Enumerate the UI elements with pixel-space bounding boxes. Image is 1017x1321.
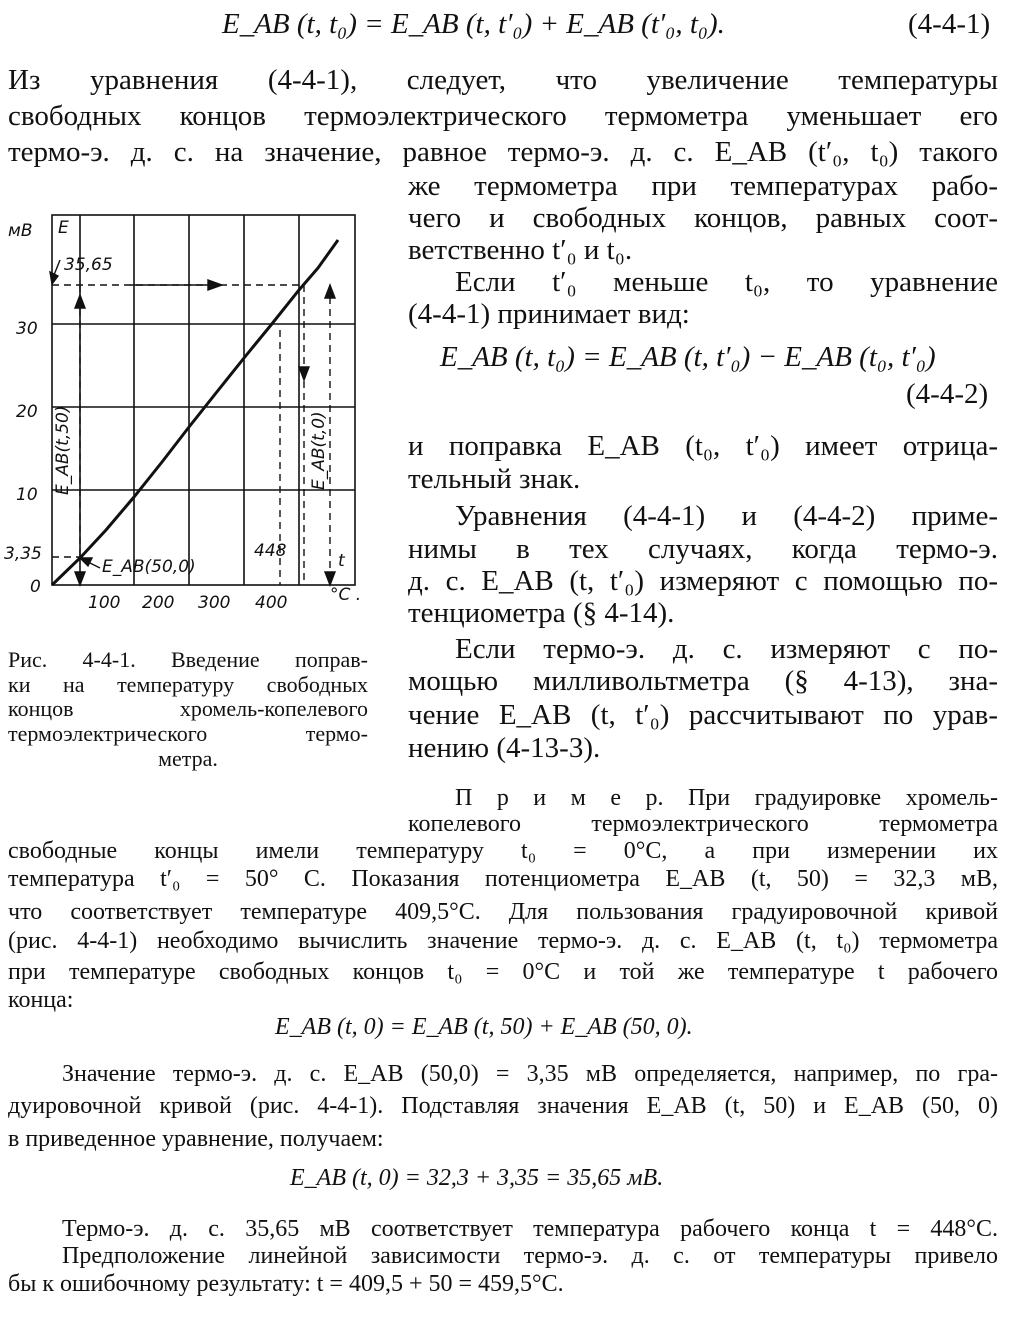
x-axis-label: t: [338, 551, 345, 571]
paragraph-line: Если t′₀ меньше t₀, то уравнение: [455, 266, 998, 298]
conclusion-line: Термо-э. д. с. 35,65 мВ соответствует температура рабочего конца t = 448°С.: [62, 1216, 998, 1242]
y-tick-10: 10: [16, 485, 38, 505]
paragraph-line: ветственно t′₀ и t₀.: [408, 234, 633, 266]
label-eab-t-0: E_AB(t,0): [309, 411, 329, 490]
conclusion-line: бы к ошибочному результату: t = 409,5 + 50 = 459,5°С.: [8, 1271, 564, 1297]
example-line: при температуре свободных концов t₀ = 0°С и той же температуре t рабочего: [8, 959, 998, 985]
equation-4-4-1: E_AB (t, t₀) = E_AB (t, t′₀) + E_AB (t′₀, t₀).: [222, 8, 725, 40]
example-line: свободные концы имели температуру t₀ = 0°С, а при измерении их: [8, 838, 998, 864]
arrowhead: [325, 285, 335, 298]
caption-line: метра.: [158, 745, 218, 771]
x-tick-400: 400: [255, 593, 288, 613]
caption-line: Рис. 4-4-1. Введение поправ-: [8, 647, 368, 672]
arrowhead: [75, 295, 85, 308]
marker-35-65: 35,65: [64, 255, 113, 275]
y-unit-label: мВ: [8, 221, 33, 241]
paragraph-line: чение E_AB (t, t′₀) рассчитывают по урав-: [408, 699, 998, 731]
paragraph-line: (4-4-1) принимает вид:: [408, 298, 690, 330]
equation-number-4-4-1: (4-4-1): [908, 8, 991, 40]
arrowhead: [50, 272, 58, 284]
paragraph-line: термо-э. д. с. на значение, равное термо-э. д. с. E_AB (t′₀, t₀) такого: [8, 136, 998, 168]
paragraph-line: Уравнения (4-4-1) и (4-4-2) приме-: [455, 500, 998, 532]
equation-example-1: E_AB (t, 0) = E_AB (t, 50) + E_AB (50, 0).: [275, 1014, 693, 1040]
equation-4-4-2: E_AB (t, t₀) = E_AB (t, t′₀) − E_AB (t₀, t′₀): [440, 341, 936, 373]
paragraph-line: же термометра при температурах рабо-: [408, 170, 998, 202]
figure-4-4-1: [0, 200, 380, 620]
paragraph-line: д. с. E_AB (t, t′₀) измеряют с помощью по-: [408, 565, 998, 597]
arrowhead: [80, 558, 92, 566]
paragraph-line: Из уравнения (4-4-1), следует, что увеличение температуры: [8, 64, 998, 96]
example-line: П р и м е р. При градуировке хромель-: [455, 785, 998, 811]
example-line: в приведенное уравнение, получаем:: [8, 1126, 384, 1152]
example-line: конца:: [8, 987, 74, 1013]
conclusion-line: Предположение линейной зависимости термо-э. д. с. от температуры привело: [62, 1243, 998, 1269]
paragraph-line: мощью милливольтметра (§ 4-13), зна-: [408, 665, 998, 697]
paragraph-line: нению (4-13-3).: [408, 732, 601, 764]
equation-example-2: E_AB (t, 0) = 32,3 + 3,35 = 35,65 мВ.: [290, 1165, 664, 1191]
y-tick-30: 30: [16, 319, 38, 339]
thermo-emf-chart: [0, 200, 380, 620]
paragraph-line: тенциометра (§ 4-14).: [408, 597, 675, 629]
example-line: температура t′₀ = 50° С. Показания потенциометра E_AB (t, 50) = 32,3 мВ,: [8, 866, 998, 892]
caption-line: ки на температуру свободных: [8, 671, 368, 697]
equation-number-4-4-2: (4-4-2): [906, 378, 989, 410]
caption-line: термоэлектрического термо-: [8, 720, 368, 746]
paragraph-line: и поправка E_AB (t₀, t′₀) имеет отрица-: [408, 430, 998, 462]
thermo-emf-curve: [52, 240, 338, 585]
example-line: (рис. 4-4-1) необходимо вычислить значение термо-э. д. с. E_AB (t, t₀) термометра: [8, 928, 998, 954]
arrowhead: [299, 367, 309, 380]
paragraph-line: свободных концов термоэлектрического термометра уменьшает его: [8, 100, 998, 132]
y-tick-0: 0: [30, 577, 41, 597]
x-tick-200: 200: [142, 593, 175, 613]
example-line: что соответствует температуре 409,5°С. Для пользования градуировочной кривой: [8, 899, 998, 925]
x-unit-label: °С .: [330, 585, 362, 605]
example-line: дуировочной кривой (рис. 4-4-1). Подставляя значения E_AB (t, 50) и E_AB (50, 0): [8, 1093, 998, 1119]
x-tick-100: 100: [88, 593, 121, 613]
arrowhead: [208, 280, 222, 290]
label-eab-50-0: E_AB(50,0): [102, 557, 196, 577]
x-tick-300: 300: [198, 593, 231, 613]
paragraph-line: тельный знак.: [408, 463, 581, 495]
y-tick-20: 20: [16, 402, 38, 422]
paragraph-line: нимы в тех случаях, когда термо-э.: [408, 533, 998, 565]
y-tick-3-35: 3,35: [4, 544, 42, 564]
figure-caption: [8, 648, 368, 771]
paragraph-line: чего и свободных концов, равных соот-: [408, 202, 998, 234]
arrowhead: [325, 572, 335, 585]
caption-line: концов хромель-копелевого: [8, 696, 368, 722]
example-line: копелевого термоэлектрического термометра: [408, 811, 998, 837]
marker-448: 448: [254, 541, 287, 561]
label-eab-t-50: E_AB(t,50): [53, 405, 73, 495]
example-line: Значение термо-э. д. с. E_AB (50,0) = 3,35 мВ определяется, например, по гра-: [62, 1061, 998, 1087]
y-axis-label: E: [58, 218, 69, 238]
paragraph-line: Если термо-э. д. с. измеряют с по-: [455, 633, 998, 665]
arrowhead: [75, 572, 85, 585]
